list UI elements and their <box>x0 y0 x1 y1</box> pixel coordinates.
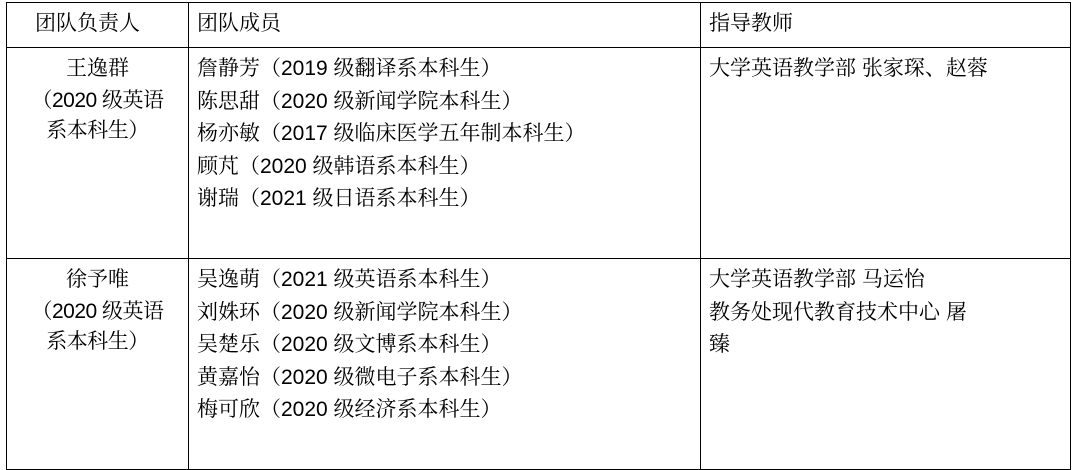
table-row <box>7 48 1071 259</box>
member-entry: 杨亦敏（2017 级临床医学五年制本科生） <box>197 122 586 146</box>
team-roster-table <box>6 2 1071 470</box>
leader-meta-line-1: （2020 级英语 <box>31 88 164 112</box>
table-row <box>7 259 1071 470</box>
advisor-entry: 大学英语教学部 张家琛、赵蓉 <box>709 57 988 81</box>
member-entry: 谢瑞（2021 级日语系本科生） <box>197 187 481 211</box>
member-entry: 梅可欣（2020 级经济系本科生） <box>197 398 502 422</box>
leader-meta-line-2: 系本科生） <box>46 330 149 354</box>
cell-advisors <box>701 48 1071 259</box>
leader-name: 王逸群 <box>66 57 129 81</box>
advisor-entry: 大学英语教学部 马运怡 <box>709 268 925 292</box>
table-header <box>7 3 1071 48</box>
table-body <box>7 48 1071 470</box>
member-entry: 吴逸萌（2021 级英语系本科生） <box>197 268 502 292</box>
advisor-entry: 教务处现代教育技术中心 屠 <box>709 300 967 324</box>
cell-leader <box>7 259 189 470</box>
leader-meta-line-1: （2020 级英语 <box>31 299 164 323</box>
leader-name: 徐予唯 <box>66 268 129 292</box>
member-entry: 刘姝环（2020 级新闻学院本科生） <box>197 300 523 324</box>
advisor-entry: 臻 <box>709 333 730 357</box>
member-entry: 陈思甜（2020 级新闻学院本科生） <box>197 89 523 113</box>
cell-members <box>189 259 701 470</box>
member-entry: 吴楚乐（2020 级文博系本科生） <box>197 333 502 357</box>
cell-advisors <box>701 259 1071 470</box>
table-header-row <box>7 3 1071 48</box>
member-entry: 詹静芳（2019 级翻译系本科生） <box>197 57 502 81</box>
column-header-leader: 团队负责人 <box>7 3 189 48</box>
member-entry: 黄嘉怡（2020 级微电子系本科生） <box>197 365 523 389</box>
column-header-members: 团队成员 <box>189 3 701 48</box>
cell-leader <box>7 48 189 259</box>
leader-meta-line-2: 系本科生） <box>46 119 149 143</box>
column-header-advisors: 指导教师 <box>701 3 1071 48</box>
cell-members <box>189 48 701 259</box>
member-entry: 顾芃（2020 级韩语系本科生） <box>197 154 481 178</box>
